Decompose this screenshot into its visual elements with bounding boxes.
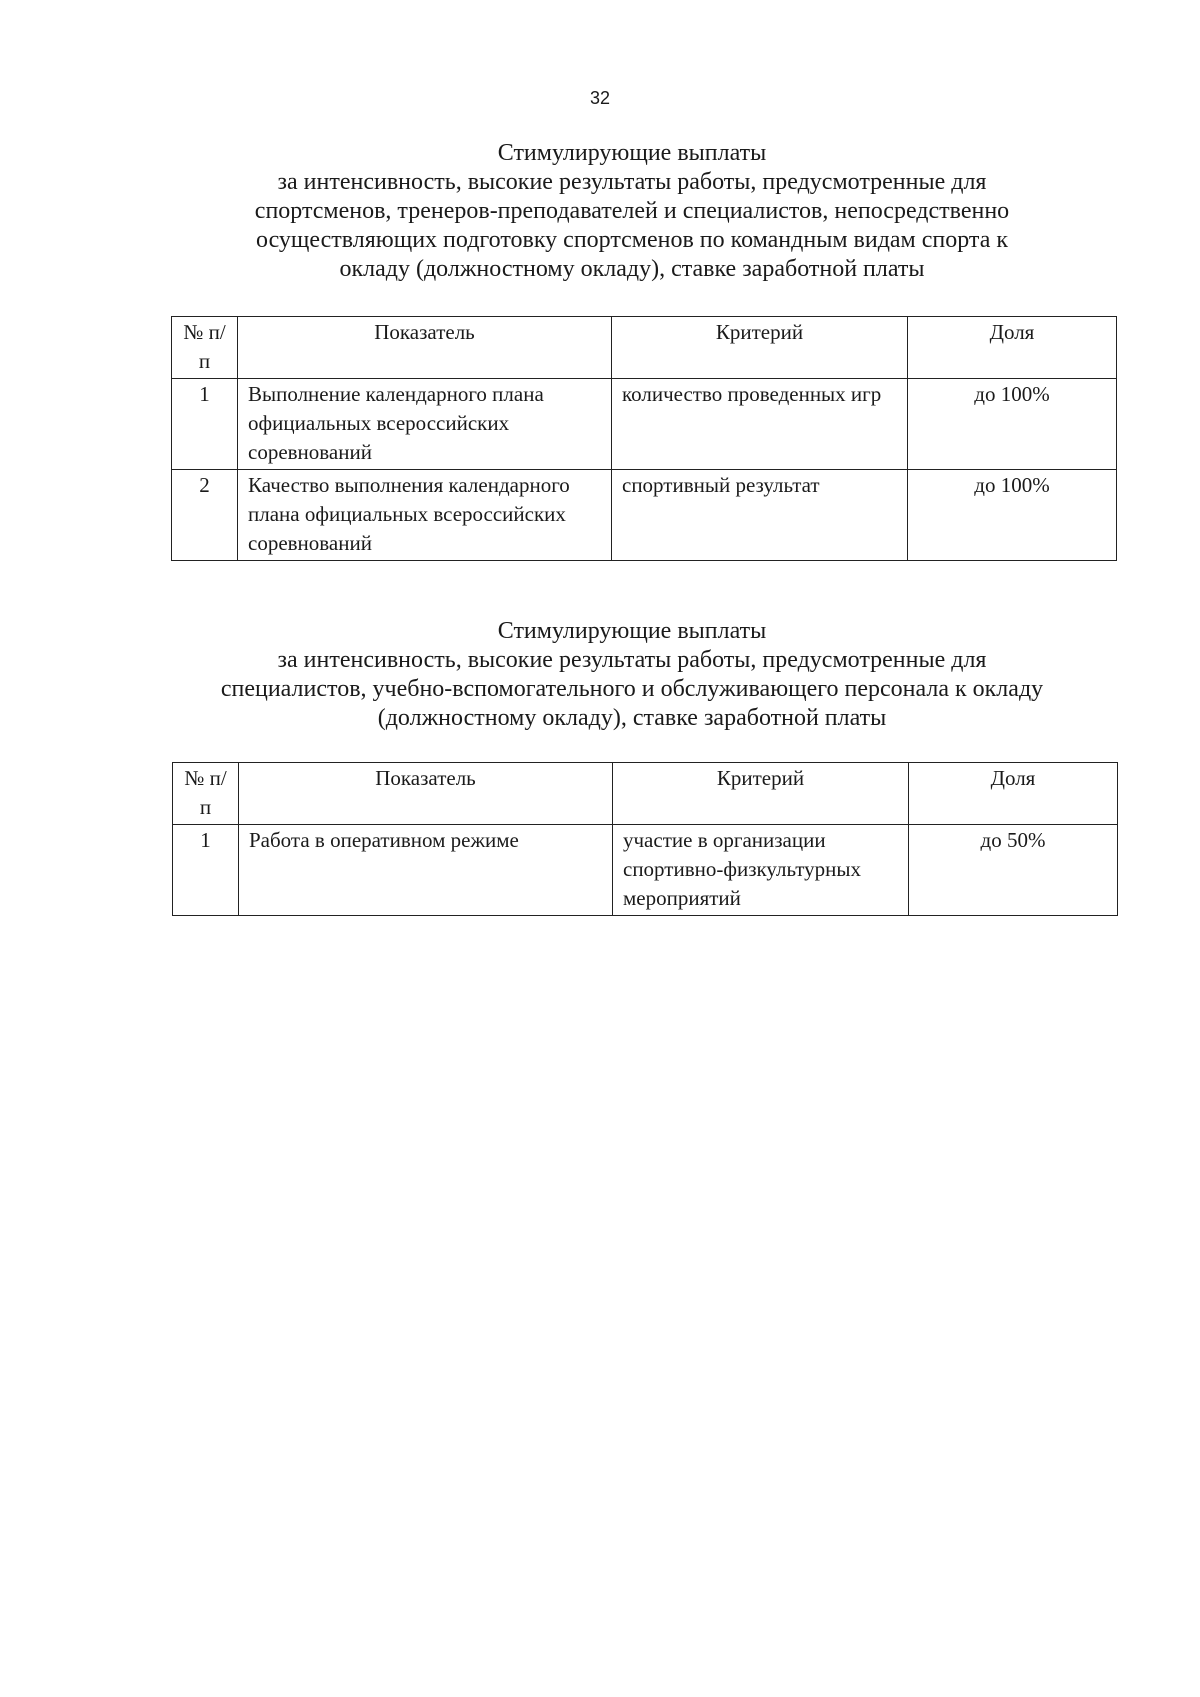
row-indicator: Качество выполнения календарного плана официальных всероссийских соревнований xyxy=(238,470,612,561)
table-row xyxy=(173,825,1118,916)
section-2-title xyxy=(0,617,1200,733)
section-2-title-line: специалистов, учебно-вспомогательного и обслуживающего персонала к окладу xyxy=(220,676,1044,702)
row-criterion: участие в организации спортивно-физкультурных мероприятий xyxy=(613,825,909,916)
header-number: № п/п xyxy=(173,763,239,825)
section-1-title-line: Стимулирующие выплаты xyxy=(497,140,767,166)
row-number: 2 xyxy=(172,470,238,561)
header-share: Доля xyxy=(909,763,1118,825)
header-number: № п/п xyxy=(172,317,238,379)
header-criterion: Критерий xyxy=(612,317,908,379)
header-indicator: Показатель xyxy=(239,763,613,825)
section-1-title-line: окладу (должностному окладу), ставке заработной платы xyxy=(339,256,925,282)
row-criterion: спортивный результат xyxy=(612,470,908,561)
section-1-title-line: осуществляющих подготовку спортсменов по командным видам спорта к xyxy=(255,227,1009,253)
table-header-row xyxy=(173,763,1118,825)
section-2-title-line: за интенсивность, высокие результаты работы, предусмотренные для xyxy=(277,647,987,673)
section-2-table xyxy=(172,762,1118,916)
row-share: до 100% xyxy=(908,379,1117,470)
row-indicator: Работа в оперативном режиме xyxy=(239,825,613,916)
header-share: Доля xyxy=(908,317,1117,379)
header-criterion: Критерий xyxy=(613,763,909,825)
row-criterion: количество проведенных игр xyxy=(612,379,908,470)
table-row xyxy=(172,470,1117,561)
row-number: 1 xyxy=(172,379,238,470)
table-header-row xyxy=(172,317,1117,379)
section-1-title-line: за интенсивность, высокие результаты работы, предусмотренные для xyxy=(277,169,987,195)
row-number: 1 xyxy=(173,825,239,916)
page-number: 32 xyxy=(589,88,611,108)
row-share: до 50% xyxy=(909,825,1118,916)
row-share: до 100% xyxy=(908,470,1117,561)
header-indicator: Показатель xyxy=(238,317,612,379)
section-1-title xyxy=(0,139,1200,284)
section-1-title-line: спортсменов, тренеров-преподавателей и специалистов, непосредственно xyxy=(254,198,1010,224)
section-2-title-line: (должностному окладу), ставке заработной платы xyxy=(377,705,887,731)
table-row xyxy=(172,379,1117,470)
row-indicator: Выполнение календарного плана официальных всероссийских соревнований xyxy=(238,379,612,470)
section-2-title-line: Стимулирующие выплаты xyxy=(497,618,767,644)
section-1-table xyxy=(171,316,1117,561)
